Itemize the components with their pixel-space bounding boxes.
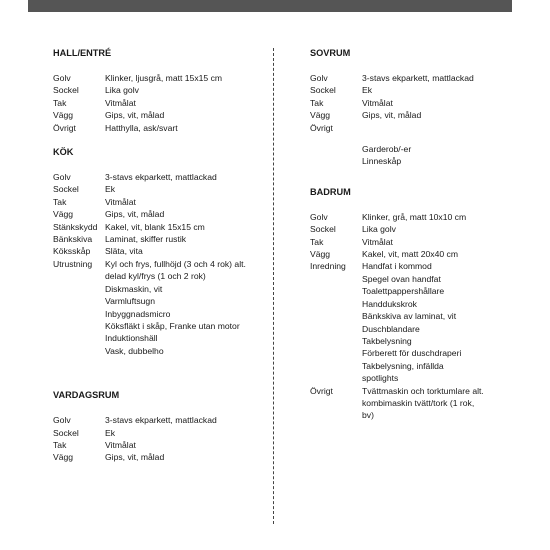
- spec-row-inredning: [310, 260, 510, 384]
- spec-value-line: Lika golv: [362, 224, 396, 235]
- section-title: VARDAGSRUM: [53, 390, 120, 401]
- spec-label: Vägg: [53, 110, 74, 121]
- scan-top-edge: [28, 0, 512, 12]
- spec-value-line: Handdukskrok: [362, 298, 417, 309]
- spec-value-line: Vitmålat: [362, 97, 393, 108]
- spec-value-line: Vitmålat: [105, 196, 136, 207]
- spec-value: [362, 109, 510, 121]
- spec-label: Sockel: [53, 427, 79, 438]
- spec-label: Övrigt: [310, 385, 333, 396]
- spec-label: Tak: [310, 236, 324, 247]
- spec-label: Sockel: [310, 85, 336, 96]
- spec-row-bankskiva: [53, 233, 267, 245]
- spec-value-line: Förberett för duschdraperi: [362, 348, 462, 359]
- spec-value-line: Gips, vit, målad: [105, 209, 165, 220]
- spec-value: [105, 233, 267, 245]
- spec-value-line: Lika golv: [105, 85, 139, 96]
- spec-row-sockel: [310, 84, 510, 96]
- spec-value-line: Toalettpappershållare: [362, 286, 445, 297]
- spec-row-koksskap: [53, 245, 267, 257]
- left-column: [53, 47, 267, 476]
- spec-row-sockel: [310, 223, 510, 235]
- spec-value: [105, 439, 267, 451]
- spec-row-ovrigt: [53, 122, 267, 134]
- spec-value: [105, 183, 267, 195]
- spec-label: Bänkskiva: [53, 234, 93, 245]
- spec-label: Tak: [53, 439, 67, 450]
- spec-value-line: Duschblandare: [362, 323, 420, 334]
- spec-value-line: 3-stavs ekparkett, mattlackad: [105, 172, 217, 183]
- spec-label: Vägg: [310, 249, 331, 260]
- column-divider: [273, 48, 274, 524]
- section-title: BADRUM: [310, 186, 351, 197]
- spec-row-tak: [310, 236, 510, 248]
- spec-value-line: Köksfläkt i skåp, Franke utan motor: [105, 320, 240, 331]
- spec-value-line: Bänkskiva av laminat, vit: [362, 311, 457, 322]
- spec-row-golv: [310, 72, 510, 84]
- spec-value-line: Gips, vit, målad: [105, 110, 165, 121]
- spec-row-stankskydd: [53, 221, 267, 233]
- right-column: [310, 47, 510, 434]
- spec-label: Tak: [53, 97, 67, 108]
- spec-value-line: Gips, vit, målad: [362, 110, 422, 121]
- spec-value-line: Kakel, vit, matt 20x40 cm: [362, 249, 458, 260]
- spec-label: Golv: [310, 211, 328, 222]
- spec-row-golv: [53, 414, 267, 426]
- spec-value-line: Takbelysning, infällda: [362, 360, 444, 371]
- spec-row-utrustning: [53, 258, 267, 357]
- spec-row-tak: [310, 97, 510, 109]
- spec-value-line: 3-stavs ekparkett, mattlackad: [105, 415, 217, 426]
- section-vardagsrum: [53, 389, 267, 464]
- spec-row-vagg: [310, 109, 510, 121]
- spec-value-line: kombimaskin tvätt/tork (1 rok,: [362, 397, 475, 408]
- spec-label: Golv: [53, 415, 71, 426]
- spec-value: [105, 258, 267, 357]
- spec-value-line: Handfat i kommod: [362, 261, 432, 272]
- spec-value: [105, 221, 267, 233]
- spec-label: Tak: [53, 196, 67, 207]
- spec-value: [105, 451, 267, 463]
- spec-label: Vägg: [53, 452, 74, 463]
- spec-row-blank: [310, 143, 510, 168]
- spec-label: Golv: [310, 73, 328, 83]
- spec-value-line: Kakel, vit, blank 15x15 cm: [105, 221, 205, 232]
- spec-row-tak: [53, 196, 267, 208]
- spec-value: [362, 84, 510, 96]
- spec-label: Golv: [53, 172, 71, 183]
- spec-value: [105, 122, 267, 134]
- spec-value-line: Klinker, ljusgrå, matt 15x15 cm: [105, 73, 223, 83]
- spec-label: Övrigt: [310, 122, 333, 133]
- spec-value-line: Släta, vita: [105, 246, 143, 257]
- spec-value: [362, 97, 510, 109]
- spec-value-line: Hatthylla, ask/svart: [105, 122, 178, 133]
- spec-label: Golv: [53, 73, 71, 83]
- spec-value-line: Varmluftsugn: [105, 296, 155, 307]
- spec-row-golv: [310, 211, 510, 223]
- spec-value-line: Laminat, skiffer rustik: [105, 234, 187, 245]
- section-title: SOVRUM: [310, 48, 351, 58]
- spec-value: [105, 196, 267, 208]
- spec-label: Vägg: [53, 209, 74, 220]
- spec-value-line: spotlights: [362, 373, 399, 384]
- spec-row-vagg: [53, 451, 267, 463]
- spec-value-line: Inbyggnadsmicro: [105, 308, 171, 319]
- spec-value-line: Vask, dubbelho: [105, 345, 164, 356]
- spec-value: [362, 223, 510, 235]
- spec-value: [105, 97, 267, 109]
- spec-row-vagg: [310, 248, 510, 260]
- spec-row-ovrigt: [310, 122, 510, 134]
- spec-value: [362, 236, 510, 248]
- spec-row-vagg: [53, 109, 267, 121]
- spec-label: Utrustning: [53, 258, 93, 269]
- spec-value-line: Kyl och frys, fullhöjd (3 och 4 rok) alt.: [105, 258, 246, 269]
- spec-row-sockel: [53, 183, 267, 195]
- spec-value-line: Vitmålat: [362, 236, 393, 247]
- spec-value: [105, 245, 267, 257]
- spec-label: Stänkskydd: [53, 221, 98, 232]
- spec-label: Vägg: [310, 110, 331, 121]
- spec-value-line: Garderob/-er: [362, 144, 412, 155]
- spec-value: [105, 171, 267, 183]
- section-hall-entre: [53, 47, 267, 134]
- spec-row-ovrigt: [310, 385, 510, 422]
- spec-value: [105, 208, 267, 220]
- spec-value-line: Ek: [105, 427, 116, 438]
- spec-value: [105, 72, 267, 84]
- spec-value-line: bv): [362, 410, 374, 421]
- section-title: HALL/ENTRÉ: [53, 48, 112, 58]
- spec-label: Sockel: [53, 85, 79, 96]
- spec-value: [105, 109, 267, 121]
- section-badrum: [310, 186, 510, 422]
- spec-value-line: Induktionshäll: [105, 333, 158, 344]
- spec-label: Övrigt: [53, 122, 76, 133]
- spec-value: [105, 84, 267, 96]
- spec-label: [310, 143, 362, 168]
- spec-value-line: Ek: [362, 85, 373, 96]
- spec-value-line: Gips, vit, målad: [105, 452, 165, 463]
- section-title: KÖK: [53, 147, 74, 158]
- spec-value: [362, 72, 510, 84]
- spec-label: Köksskåp: [53, 246, 91, 257]
- spec-label: Sockel: [310, 224, 336, 235]
- spec-row-golv: [53, 72, 267, 84]
- spec-value-line: Vitmålat: [105, 439, 136, 450]
- spec-value-line: Linneskåp: [362, 156, 402, 167]
- spec-value: [362, 211, 510, 223]
- spec-row-tak: [53, 97, 267, 109]
- spec-value-line: 3-stavs ekparkett, mattlackad: [362, 73, 474, 83]
- spec-value: [105, 427, 267, 439]
- spec-value-line: Klinker, grå, matt 10x10 cm: [362, 211, 467, 222]
- spec-row-tak: [53, 439, 267, 451]
- spec-value-line: Takbelysning: [362, 335, 412, 346]
- section-sovrum: [310, 47, 510, 168]
- spec-value: [362, 122, 510, 134]
- spec-value: [105, 414, 267, 426]
- spec-row-sockel: [53, 84, 267, 96]
- spec-value: [362, 143, 510, 168]
- spec-label: Tak: [310, 97, 324, 108]
- spec-label: Inredning: [310, 261, 346, 272]
- spec-row-golv: [53, 171, 267, 183]
- spec-value: [362, 260, 510, 384]
- spec-value-line: Diskmaskin, vit: [105, 283, 163, 294]
- spec-value-line: delad kyl/frys (1 och 2 rok): [105, 271, 206, 282]
- spec-value-line: Ek: [105, 184, 116, 195]
- spec-value-line: Spegel ovan handfat: [362, 273, 441, 284]
- spec-label: Sockel: [53, 184, 79, 195]
- spec-row-sockel: [53, 427, 267, 439]
- spec-value-line: Tvättmaskin och torktumlare alt.: [362, 385, 484, 396]
- spec-row-vagg: [53, 208, 267, 220]
- spec-value-line: Vitmålat: [105, 97, 136, 108]
- spec-value: [362, 385, 510, 422]
- spec-value: [362, 248, 510, 260]
- section-kok: [53, 146, 267, 357]
